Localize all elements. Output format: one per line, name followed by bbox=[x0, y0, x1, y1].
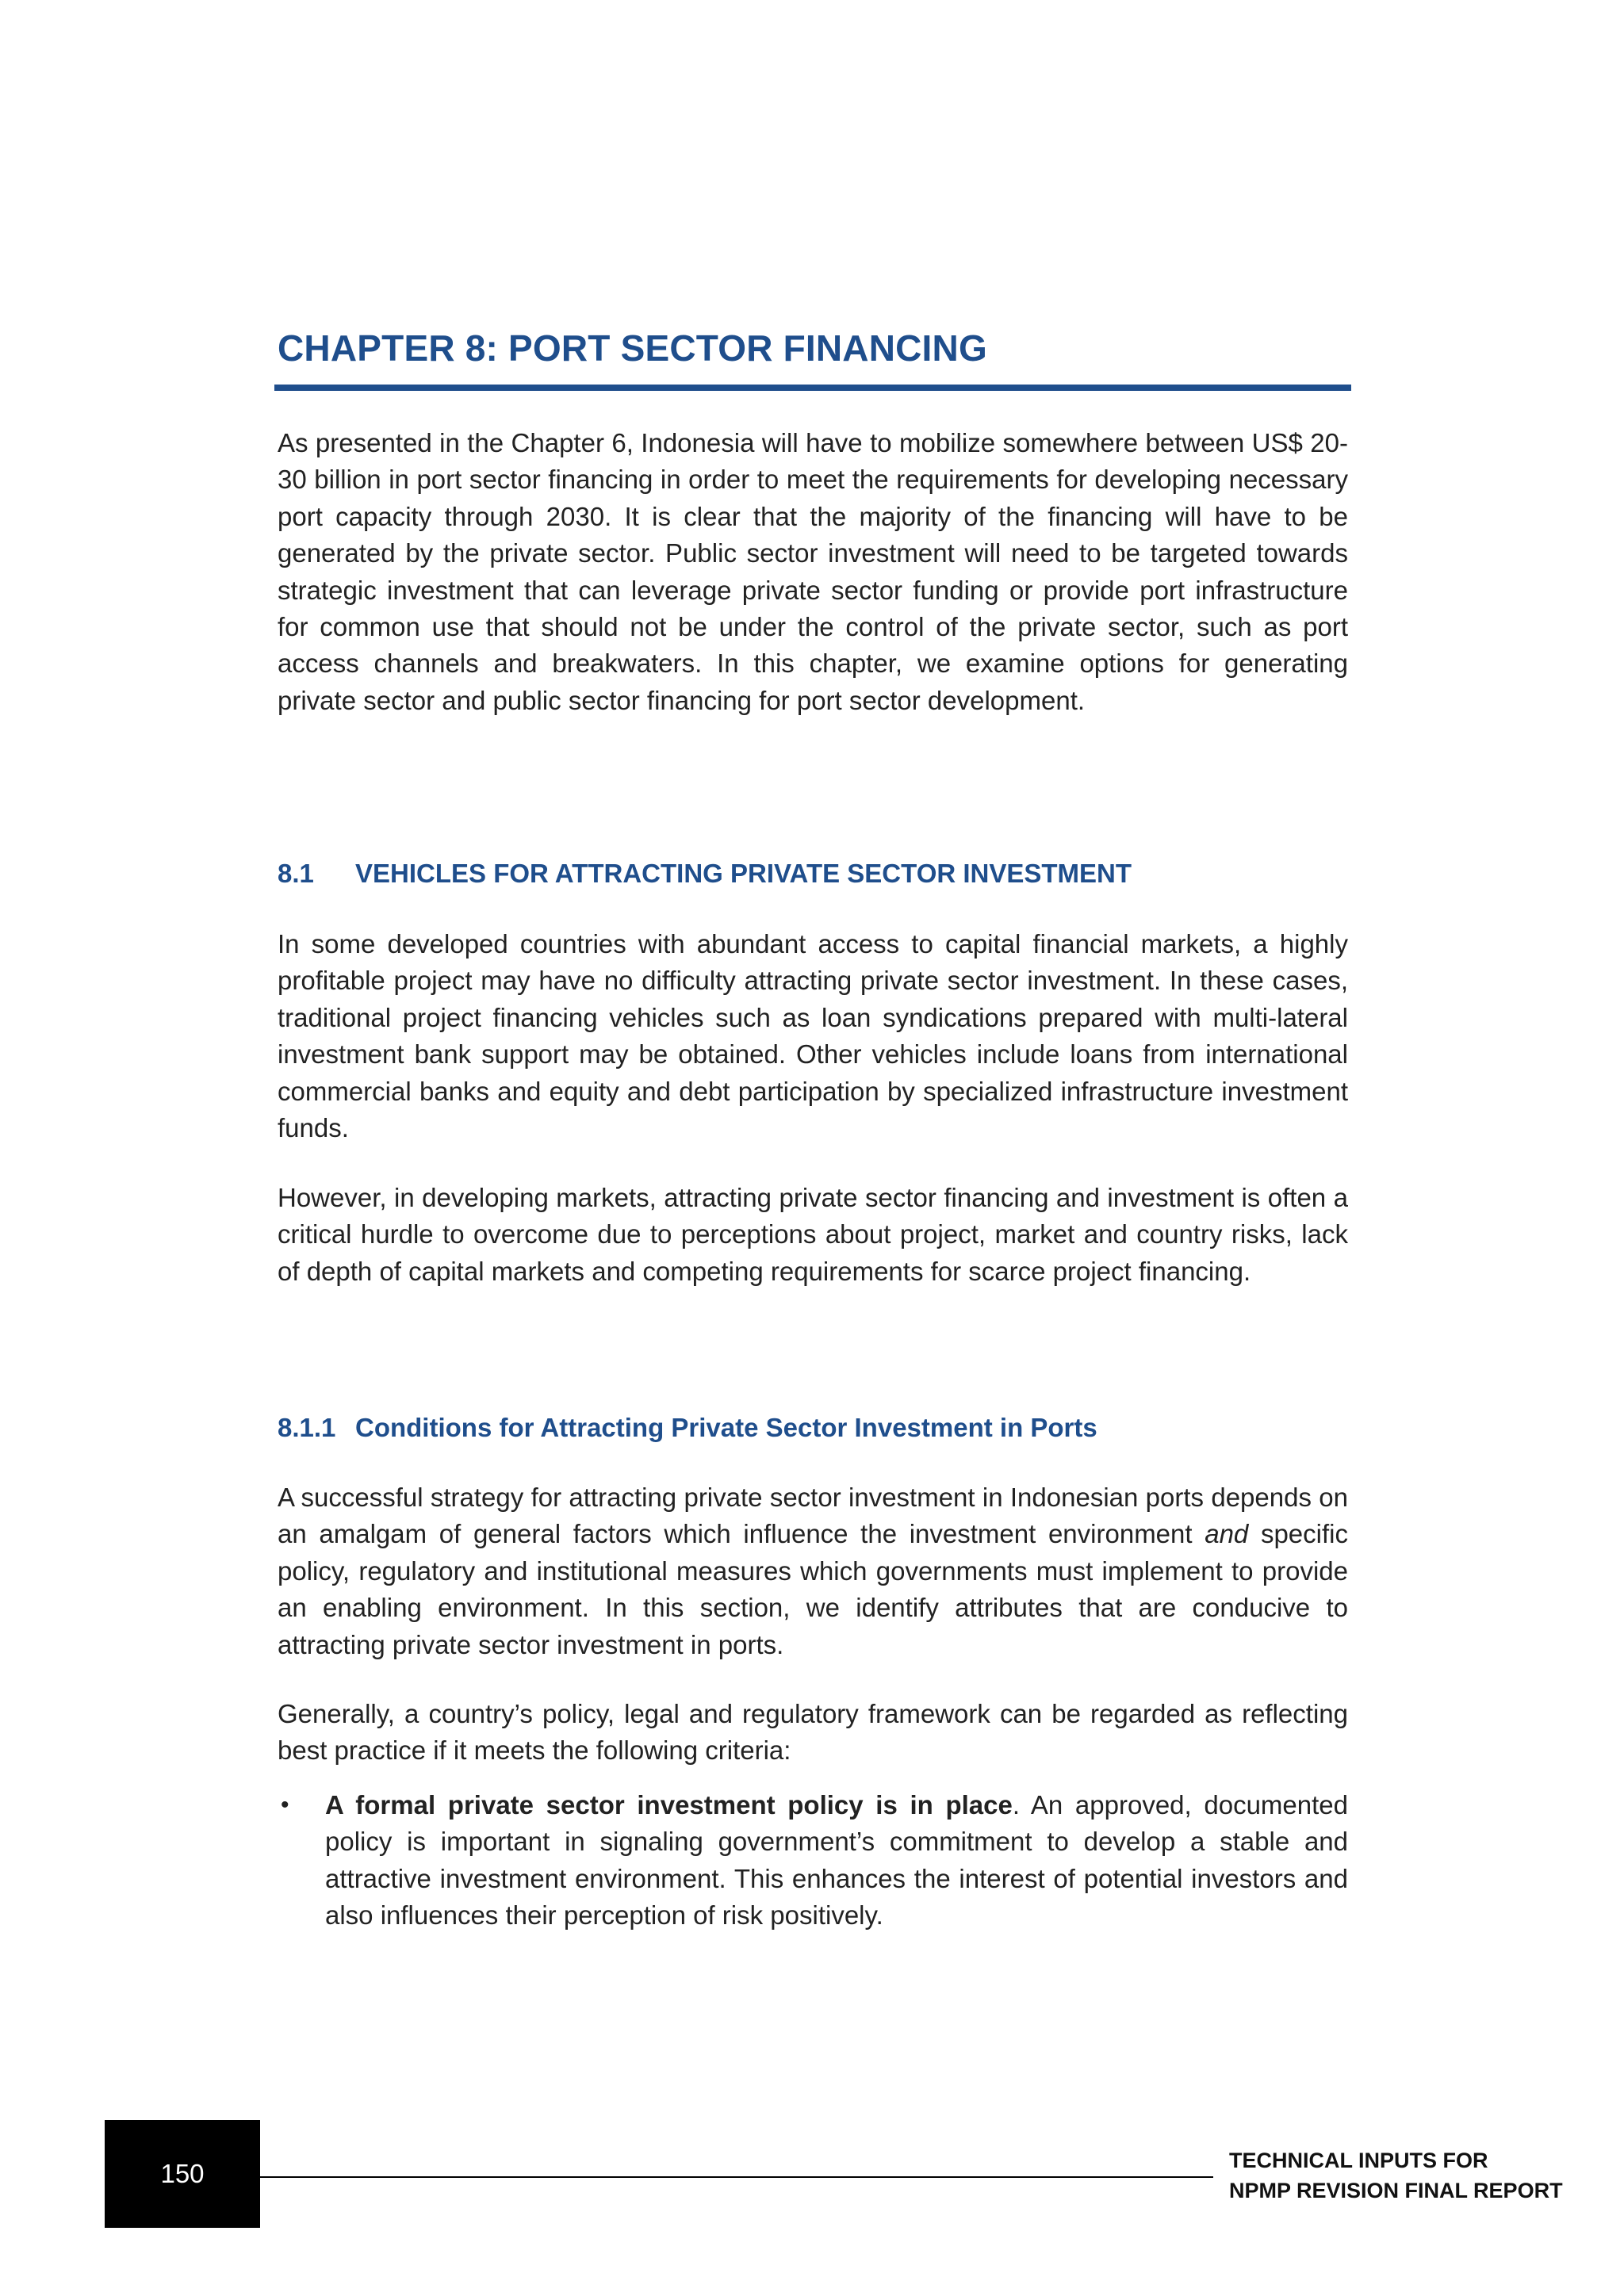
paragraph-text: specific policy, regulatory and institutional measures which governments must implement to provide an enabling environment. In this section, we identify attributes that are conducive to attracting private sector investment in ports. bbox=[278, 1519, 1348, 1659]
chapter-intro-paragraph: As presented in the Chapter 6, Indonesia will have to mobilize somewhere between US$ 20-30 billion in port sector financing in order to meet the requirements for developing necessary port capacity through 2030. It is clear that the majority of the financing will have to be generated by the private sector. Public sector investment will need to be targeted towards strategic investment that can leverage private sector funding or provide port infrastructure for common use that should not be under the control of the private sector, such as port access channels and breakwaters. In this chapter, we examine options for generating private sector and public sector financing for port sector development. bbox=[278, 428, 1348, 715]
page-number: 150 bbox=[160, 2159, 205, 2188]
section-8-1-title: VEHICLES FOR ATTRACTING PRIVATE SECTOR INVESTMENT bbox=[355, 859, 1132, 888]
section-8-1-1-paragraph-2: Generally, a country’s policy, legal and regulatory framework can be regarded as reflecting best practice if it meets the following criteria: bbox=[278, 1699, 1348, 1766]
report-title-line-1: TECHNICAL INPUTS FOR bbox=[1229, 2149, 1488, 2172]
bullet-icon: • bbox=[281, 1792, 289, 1818]
paragraph-text: A successful strategy for attracting private sector investment in Indonesian ports depends on an amalgam of general factors which influence the investment environment bbox=[278, 1483, 1348, 1549]
emphasis-text: and bbox=[1205, 1519, 1249, 1549]
footer-rule bbox=[260, 2176, 1213, 2178]
chapter-title: CHAPTER 8: PORT SECTOR FINANCING bbox=[278, 327, 987, 369]
section-8-1-paragraph-2: However, in developing markets, attracting private sector financing and investment is often a critical hurdle to overcome due to perceptions about project, market and country risks, lack of depth of capital markets and competing requirements for scarce project financing. bbox=[278, 1183, 1348, 1286]
list-item-text: . An approved, documented policy is important in signaling government’s commitment to develop a stable and attractive investment environment. This enhances the interest of potential investors and also influences their perception of risk positively. bbox=[325, 1790, 1348, 1931]
section-8-1-1-title: Conditions for Attracting Private Sector Investment in Ports bbox=[355, 1413, 1097, 1442]
section-8-1-number: 8.1 bbox=[278, 859, 314, 888]
section-8-1-heading bbox=[278, 859, 1132, 889]
section-8-1-1-heading bbox=[278, 1413, 1097, 1443]
section-8-1-1-number: 8.1.1 bbox=[278, 1413, 336, 1442]
page-number-box bbox=[105, 2120, 260, 2228]
chapter-title-rule bbox=[274, 385, 1351, 391]
report-title-line-2: NPMP REVISION FINAL REPORT bbox=[1229, 2179, 1563, 2202]
section-8-1-paragraph-1: In some developed countries with abundant access to capital financial markets, a highly profitable project may have no difficulty attracting private sector investment. In these cases, traditional project financing vehicles such as loan syndications prepared with multi-lateral investment bank support may be obtained. Other vehicles include loans from international commercial banks and equity and debt participation by specialized infrastructure investment funds. bbox=[278, 929, 1348, 1143]
list-item bbox=[278, 1787, 1348, 1934]
section-8-1-1-paragraph-1 bbox=[278, 1479, 1348, 1663]
criteria-list bbox=[278, 1787, 1348, 1934]
report-title bbox=[1229, 2145, 1563, 2206]
list-item-bold-lead: A formal private sector investment policy is in place bbox=[325, 1790, 1013, 1820]
